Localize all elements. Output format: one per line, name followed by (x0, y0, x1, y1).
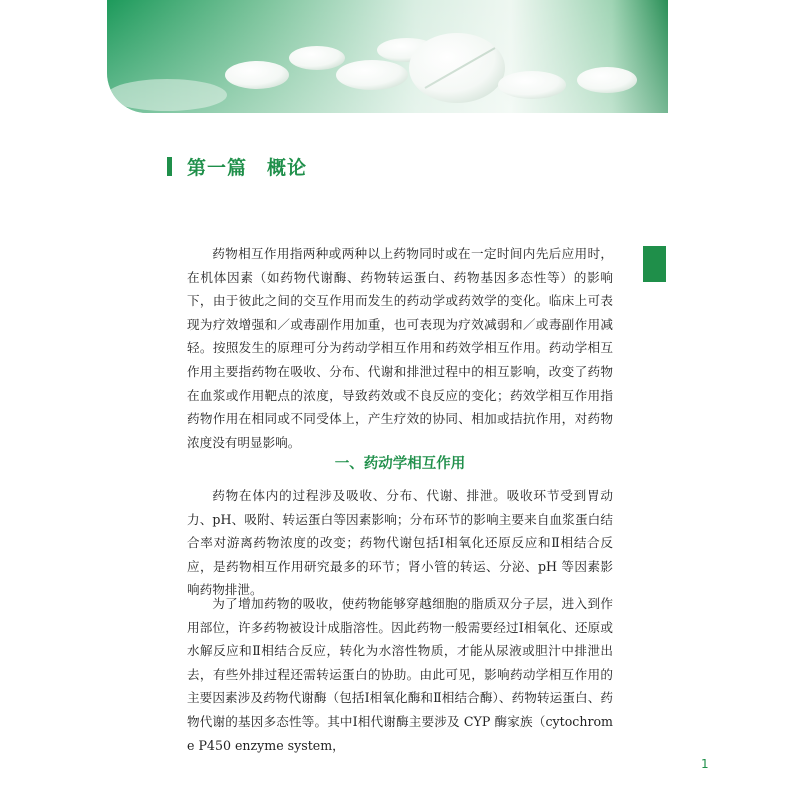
section-heading: 一、药动学相互作用 (334, 456, 466, 472)
chapter-title: 第一篇 概论 (187, 157, 308, 179)
body-paragraph: 药物在体内的过程涉及吸收、分布、代谢、排泄。吸收环节受到胃动力、pH、吸附、转运蛋白等因素影响；分布环节的影响主要来自血浆蛋白结合率对游离药物浓度的改变；药物代谢包括Ⅰ相氧化还原反应和Ⅱ相结合反应，是药物相互作用研究最多的环节；肾小管的转运、分泌、pH 等因素影响药物排泄。 (187, 488, 613, 598)
chapter-side-tab (643, 246, 666, 282)
page-number: 1 (701, 757, 709, 771)
chapter-marker-bar (167, 157, 172, 176)
header-banner-pills-image (107, 0, 668, 113)
book-page (107, 0, 709, 800)
intro-paragraph: 药物相互作用指两种或两种以上药物同时或在一定时间内先后应用时，在机体因素（如药物代谢酶、药物转运蛋白、药物基因多态性等）的影响下，由于彼此之间的交互作用而发生的药动学或药效学的变化。临床上可表现为疗效增强和／或毒副作用加重，也可表现为疗效减弱和／或毒副作用减轻。按照发生的原理可分为药动学相互作用和药效学相互作用。药动学相互作用主要指药物在吸收、分布、代谢和排泄过程中的相互影响，改变了药物在血浆或作用靶点的浓度，导致药效或不良反应的变化；药效学相互作用指药物作用在相同或不同受体上，产生疗效的协同、相加或拮抗作用，对药物浓度没有明显影响。 (187, 246, 613, 450)
body-paragraph: 为了增加药物的吸收，使药物能够穿越细胞的脂质双分子层，进入到作用部位，许多药物被设计成脂溶性。因此药物一般需要经过Ⅰ相氧化、还原或水解反应和Ⅱ相结合反应，转化为水溶性物质，才能从尿液或胆汁中排泄出去，有些外排过程还需转运蛋白的协助。由此可见，影响药动学相互作用的主要因素涉及药物代谢酶（包括Ⅰ相氧化酶和Ⅱ相结合酶）、药物转运蛋白、药物代谢的基因多态性等。其中Ⅰ相代谢酶主要涉及 CYP 酶家族（cytochrome P450 enzyme system， (187, 596, 613, 753)
